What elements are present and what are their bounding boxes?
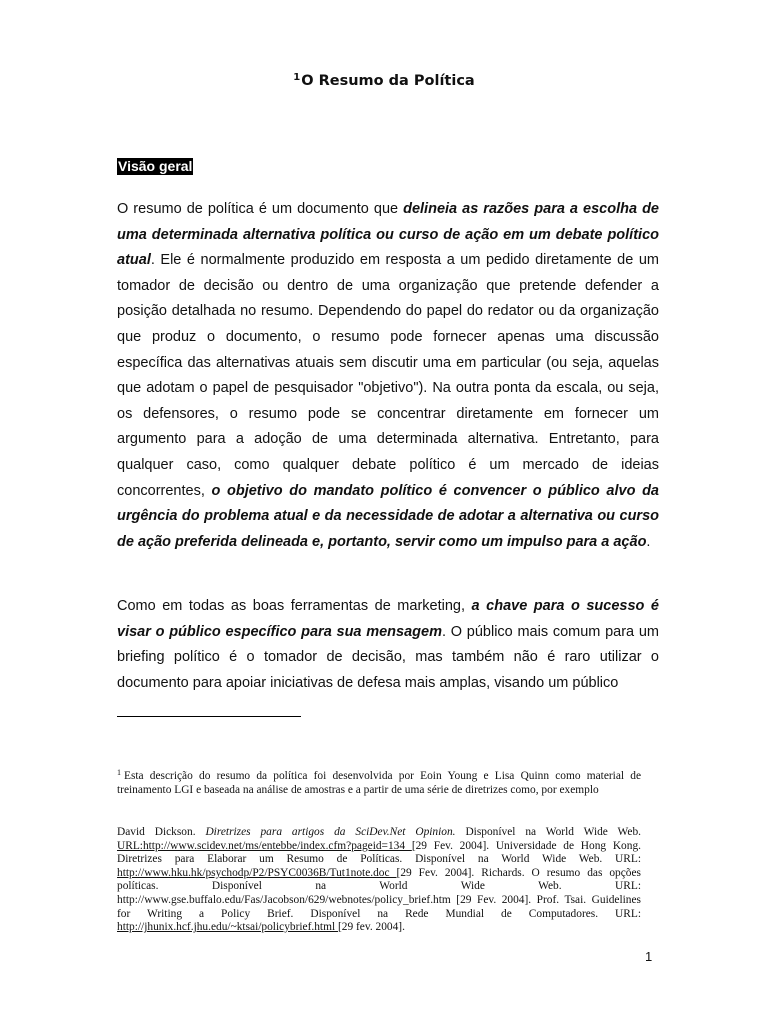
paragraph-overview-1 [117, 197, 659, 555]
body-text: [29 Fev. 2004]. Universidade de Hong Kong. Diretrizes para Elaborar um Resumo de Políticas. Disponível na World Wide Web. URL: [117, 839, 641, 866]
footnote-1-marker: 1 [117, 768, 121, 777]
footnote-separator [117, 716, 301, 717]
emphasis-text: delineia as razões para a escolha de uma determinada alternativa política ou curso de ação em um debate político atual [117, 201, 659, 269]
body-text: O resumo de política é um documento que [117, 201, 404, 217]
page-title [0, 72, 768, 89]
reference-link: URL:http://www.scidev.net/ms/entebbe/index.cfm?pageid=134 [117, 839, 412, 852]
body-text: Como em todas as boas ferramentas de marketing, [117, 598, 472, 614]
body-text: . [646, 533, 651, 550]
title-text: O Resumo da Política [301, 73, 475, 89]
body-text: . Ele é normalmente produzido em resposta a um pedido diretamente de um tomador de decisão ou dentro de uma organização que pretende defender a posição detalhada no resumo. Dependendo do papel do redator ou da organização que produz o documento, o resumo pode fornecer apenas uma discussão específica das alternativas atuais sem discutir uma em particular (ou seja, aquelas que adotam o papel de pesquisador "objetivo"). Na outra ponta da escala, ou seja, os defensores, o resumo pode se concentrar diretamente em fornecer um argumento para a adoção de uma determinada alternativa. Entretanto, para qualquer caso, como qualquer debate político é um mercado de ideias concorrentes, [117, 252, 659, 499]
body-text: . O público mais comum para um briefing político é o tomador de decisão, mas também não é raro utilizar o documento para apoiar iniciativas de defesa mais amplas, visando um público [117, 623, 659, 691]
paragraph-overview-2 [117, 594, 659, 696]
body-text: [29 fev. 2004]. [337, 921, 405, 934]
footnote-1-text: Esta descrição do resumo da política foi desenvolvida por Eoin Young e Lisa Quinn como material de treinamento LGI e baseada na análise de amostras e a partir de uma série de diretrizes como, por exemplo [117, 770, 641, 796]
emphasis-text: o objetivo do mandato político é convencer o público alvo da urgência do problema atual e da necessidade de adotar a alternativa ou curso de ação preferida delineada e, portanto, servir como um impulso para a ação [117, 482, 659, 550]
emphasis-text: a chave para o sucesso é visar o público específico para sua mensagem [117, 598, 660, 640]
body-text: David Dickson. [117, 826, 206, 838]
footnote-references [117, 826, 641, 935]
reference-link: http://jhunix.hcf.jhu.edu/~ktsai/policybrief.html [117, 921, 338, 934]
reference-link: http://www.hku.hk/psychodp/P2/PSYC0036B/Tut1note.doc [117, 866, 397, 879]
footnote-1 [117, 766, 641, 797]
title-footnote-marker: 1 [293, 72, 301, 83]
emphasis-text: Diretrizes para artigos da SciDev.Net Opinion. [205, 826, 456, 838]
page-number: 1 [645, 949, 653, 964]
section-heading: Visão geral [118, 158, 193, 174]
body-text: Disponível na World Wide Web. [455, 826, 641, 838]
body-text: [29 Fev. 2004]. Richards. O resumo das opções políticas. Disponível na World Wide Web. URL: http://www.gse.buffalo.edu/Fas/Jacobson/629/webnotes/policy_brief.htm [29 Fev. 2004]. Prof. Tsai. Guidelines for Writing a Policy Brief. Disponível na Rede Mundial de Computadores. URL: [117, 866, 641, 920]
